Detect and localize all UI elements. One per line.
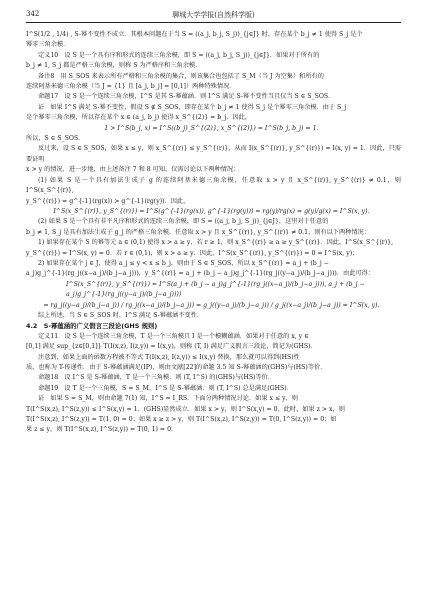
subcase-1: 1) 如果存在某个 S 的幂等元 a ∈ (0,1) 使得 x > a ≥ y，若 r ≥ 1，则 x_S^{(r)} ≥ a ≥ y_S^{(r)}．因此，I^S(x_S^{(r)}, (38, 239, 394, 247)
text-line: b_j ≠ 1, S_j 都是严格三角余模，则称 S 为严格序和三角余模． (26, 62, 202, 70)
text-line: b_j ≠ 1, S_j 是具有加法生成子 g_j 的严格三角余模．任意取 x > y 且 x_S^{(r)}, y_S^{(r)} ≠ 0.1，则有以下两种情况： (26, 228, 370, 236)
equation: I^S(x_S^{(r)}, y_S^{(r)}) = I^S(a_j + (b_j − a_j)g_j^{-1}(rg_j((x−a_j)/(b_j−a_j))), a_j + (b_j − a_j)g_j^{-1}(rg_j((y−a_j)/(b_j−a_j)))) (66, 280, 365, 299)
text-line: y_S^{(r)}) = I^S(x, y) = 0．若 r ∈ (0,1)，则 x > a ≥ y．因此，I^S(x_S^{(r)}, y_S^{(r)}) = 0 = I^S(x, y)； (26, 249, 359, 257)
text-line: a_j)g_j^{-1}(rg_j((x−a_j)/(b_j−a_j)))，y_S^{(r)} = a_j + (b_j − a_j)g_j^{-1}(rg_j((y−a_j)/(b_j−a_j)))．由此可得： (26, 270, 374, 278)
definition-10: 定义10 设 S 是一个具有序和形式的连续三角余模，即 S = ((a_j, b_j, S_j))_{j∈J}．如果对于所有的 (38, 51, 320, 59)
text-line: 幂零三角余模． (26, 41, 70, 49)
text-line: y_S^{(r)}) = g^{-1}(rg(x)) > g^{-1}(rg(y))．因此， (26, 197, 190, 205)
journal-title: 聊城大学学报(自然科学版) (172, 11, 255, 19)
case-1: (1) 如果 S 是一个具有加法生成子 g 的连续阿基米德三角余模，任意取 x > y 且 x_S^{(r)}, y_S^{(r)} ≠ 0.1，则 I^S(x_S^{(r)}, (26, 176, 401, 195)
text-line: 反过来，设 S ∈ S_SOS，如果 x ≤ y，则 x_S^{(r)} ≤ y_S^{(r)}，从而 I(x_S^{(r)}, y_S^{(r)}) = I(x, y) = 1．因此，只需要证明 (26, 145, 401, 163)
text-line: 果 z ≤ y，则 T(I^S(x,z), I^S(z,y)) = T(0, 1) = 0． (26, 426, 178, 434)
equation: I^S(x_S^{(r)}, y_S^{(r)}) = I^S(g^{-1}(rg(x)), g^{-1}(rg(y))) = rg(y)/rg(x) = g(y)/g(x) = I^S(x, y)． (53, 207, 374, 215)
section-heading: 4.2 S-幂蕴涵的广义假言三段论(GHS 规则) (26, 322, 158, 331)
text-line: [0,1] 满足 sup_{z∈[0,1]} T(I(x,z), I(z,y)) = I(x,y)，则称 (T, I) 满足广义假言三段论，简记为(GHS)． (26, 343, 317, 351)
proposition-17: 命题17 设 S 是一个连续三角余模，I^S 是其 S-幂蕴涵．则 I^S 满足 S-幂不变性当且仅当 S ∈ S_SOS． (38, 93, 335, 101)
subcase-2: 2) 如果存在某个 j ∈ J，使得 a_j ≤ y < x ≤ b_j，则由于 S ∈ S_SOS，所以 x_S^{(r)} = a_j + (b_j − (38, 259, 329, 267)
text-line: 连续阿基米德三角余模（当 J = {1} 且 [a_j, b_j] = [0,1]）两种特殊情况． (26, 83, 236, 91)
header-rule (26, 22, 401, 23)
text-line: 综上所述，当 S ∈ S_SOS 时，I^S 满足 S-幂蕴涵不变性． (38, 311, 204, 319)
equation: 1 > I^S(b_j, x) = I^S((b_j)_S^{(2)}, x_S^{(2)}) = I^S(b_j, b_j) = 1． (104, 124, 323, 132)
proposition-19: 命题19 设 T 是一个三角模，S = S_M，I^S 是 S-幂蕴涵．则 (T, I^S) 总是满足(GHS)． (38, 384, 293, 392)
text-line: 是个幂零三角余模，所以存在某个 x ∈ (a_j, b_j) 使得 x_S^{(2)} = b_j．因此， (26, 114, 252, 122)
text-line: T(I^S(x,z), I^S(z,y)) = T(1, 0) = 0；如果 x ≥ z > y，则 T(I^S(x,z), I^S(z,y)) = T(0, I^S(z,y)) = 0；如 (26, 416, 337, 424)
text-line: T(I^S(x,z), I^S(z,y)) ≤ I^S(x,y) = 1．(GHS)显然成立．如果 x > y，则 I^S(x,y) = 0．此时，如果 z > x，则 (26, 405, 345, 413)
text-line: I^S(1/2 , 1/4) , S-幂不变性不成立．其根本问题在于当 S = ((a_j, b_j, S_j))_{j∈J} 时，存在某个 b_j ≠ 1 使得 S_j 是个 (26, 31, 363, 38)
text-line: x > y 的情况．进一步地，由上述备注 7 和 8 可知，仅需讨论以下两种情况： (26, 166, 240, 174)
case-2: (2) 如果 S 是一个具有非平凡序和形式的连续三角余模，即 S = ((a_j, b_j, S_j))_{j∈J}，这里对于任意的 (38, 218, 329, 226)
text-line: 质，也称为 T-传递性．由于 S-幂蕴涵满足(IP)，则由文献[22]的命题 3.5 知 S-幂蕴涵的(GHS)与(HS)等价． (26, 364, 327, 371)
proof-start: 证 如果 I^S 满足 S-幂不变性，假设 S ∉ S_SOS，即存在某个 b_j ≠ 1 使得 S_j 是个幂零三角余模．由于 S_j (38, 103, 347, 111)
proof-start: 证 如果 S = S_M，则由命题 7(1) 知，I^S = I_RS．下面分两种情况讨论．如果 x ≤ y，则 (38, 395, 298, 403)
remark-8: 备注8 用 S_SOS 来表示所有严格和三角余模的集合，则该集合也包括了 S_M（当 J 为空集）和所有的 (38, 72, 324, 80)
equation: = rg_j((y−a_j)/(b_j−a_j)) / rg_j((x−a_j)/(b_j−a_j)) = g_j((y−a_j)/(b_j−a_j)) / g_j((x−a_j)/(b_j−a_j)) = I^S(x, y)． (43, 301, 384, 309)
note: 注意到，如果上面的函数方程被不等式 T(I(x,z), I(z,y)) ≤ I(x,y) 替换，那么就可以得到(HS)性 (38, 353, 300, 361)
proposition-18: 命题18 设 I^S 是 S-幂蕴涵，T 是一个三角模．则 (T, I^S) 的(GHS)与(HS)等价． (38, 374, 275, 382)
definition-11: 定义11 设 S 是一个连续三角余模，T 是一个三角模且 I 是一个模糊蕴涵．如果对于任意的 x, y ∈ (38, 332, 309, 340)
page-header (26, 10, 401, 24)
body-text (26, 30, 401, 436)
page-number: 342 (26, 10, 40, 18)
text-line: 所以，S ∈ S_SOS． (26, 135, 85, 143)
